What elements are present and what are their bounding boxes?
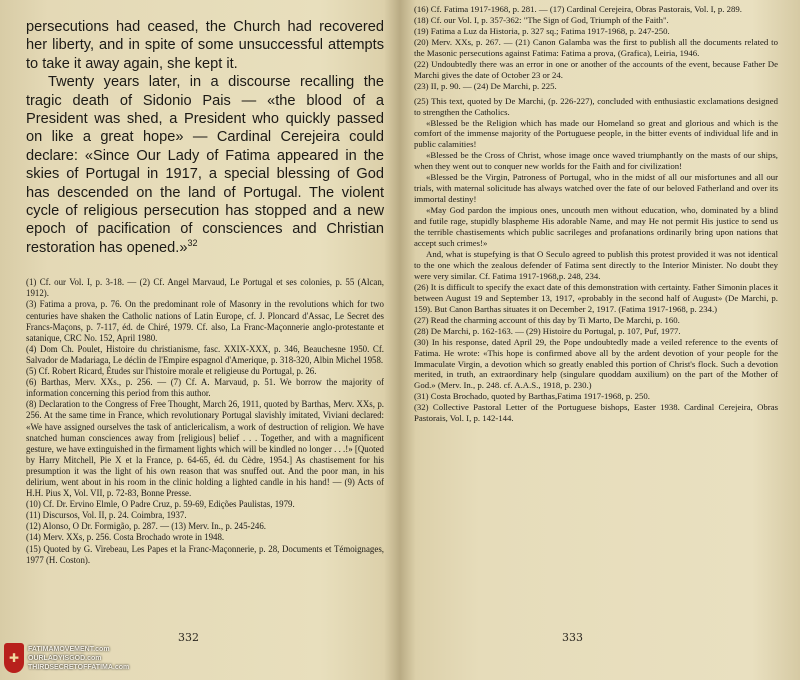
- footnote-ref: 32: [187, 238, 198, 249]
- watermark-logo: [4, 639, 144, 677]
- quoted-paragraph: «Blessed be the Virgin, Patroness of Portugal, who in the midst of all our misfortunes and all our trials, with maternal solicitude has always watched over the fate of our beloved Fatherland and over its immortal destiny!: [414, 172, 778, 205]
- footnote: (25) This text, quoted by De Marchi, (p. 226-227), concluded with enthusiastic exclamations designed to strengthen the Catholics.: [414, 95, 778, 117]
- footnote: (6) Barthas, Merv. XXs., p. 256. — (7) Cf. A. Marvaud, p. 51. We borrow the majority of information concerning this period from this author.: [26, 377, 384, 399]
- footnote: (10) Cf. Dr. Ervino Elmle, O Padre Cruz, p. 59-69, Edições Paulistas, 1979.: [26, 499, 295, 510]
- right-page: [402, 0, 800, 680]
- left-footnotes: [26, 277, 384, 565]
- crest-icon: ✚: [4, 643, 24, 673]
- body-paragraph: persecutions had ceased, the Church had recovered her liberty, and in spite of some unsuccessful attempts to take it away again, she kept it.: [26, 19, 384, 72]
- watermark-sites: [28, 645, 129, 672]
- quoted-paragraph: «Blessed be the Religion which has made our Homeland so great and glorious and which is the comfort of the immense majority of the Portuguese people, in the bitter events of individual life and in public calamities!: [414, 117, 778, 150]
- footnote: (18) Cf. our Vol. I, p. 357-362: "The Sign of God, Triumph of the Faith".: [414, 14, 669, 25]
- footnote: (23) II, p. 90. — (24) De Marchi, p. 225.: [414, 80, 557, 91]
- footnote: (30) In his response, dated April 29, the Pope undoubtedly made a veiled reference to the events of Fatima. He wrote: «This hope is confirmed above all by the ardent devotion of your people for the Immaculate Virgin, a devotion which so greatly enabled this portion of Christ's flock. Such a devotion merited, in truth, an extraordinary help (singulare quoddam auxilium) on the part of the Mother of God.» (Merv. In., p. 248. cf. A.A.S., 1918, p. 230.): [414, 336, 778, 391]
- body-paragraph: Twenty years later, in a discourse recalling the tragic death of Sidonio Pais — «the blood of a President was shed, a President who quickly passed on like a great hope» — Cardinal Cerejeira could declare: «Since Our Lady of Fatima appeared in the skies of Portugal in 1917, a special blessing of God has descended on the land of Portugal. The violent cycle of religious persecution has stopped and a new epoch of pacification of consciences and Christian restoration has opened.»$^{32}$: [26, 74, 384, 256]
- footnote: (8) Declaration to the Congress of Free Thought, March 26, 1911, quoted by Barthas, Merv. XXs, p. 256. At the same time in France, which revolutionary Portugal slavishly imitated, Viviani declared: «We have assigned ourselves the task of anticlericalism, a work of destruction of religion. We have snatched human consciences away from [religious] belief . . . Together, and with a magnificent gesture, we have extinguished in the firmament lights which will be kindled no longer . . .!» [Quoted by Harry Mitchell, Pie X et la France, p. 64-65, éd. du Cèdre, 1954.] As chastisement for his presumption it was the light of his own reason that was snuffed out. And the poor man, in his delirium, went about in his room in the clinic holding a lighted candle in his hand! — (9) Acts of H.H. Pius X, Vol. VII, p. 72-83, Bonne Presse.: [26, 399, 384, 499]
- footnote: (32) Collective Pastoral Letter of the Portuguese bishops, Easter 1938. Cardinal Cerejeira, Obras Pastorais, Vol. I, p. 142-144.: [414, 402, 778, 424]
- watermark-site: THIRDSECRETOFFATIMA.com: [28, 663, 130, 671]
- footnote: (26) It is difficult to specify the exact date of this demonstration with certainty. Father Simonin places it between August 19 and September 13, 1917, «probably in the second half of August» (De Marchi, p. 159). But Canon Barthas situates it on December 2, 1917. (Fatima 1917-1968, p. 234.): [414, 281, 778, 314]
- footnote: (22) Undoubtedly there was an error in one or another of the accounts of the event, because Father De Marchi gives the date of October 23 or 24.: [414, 58, 778, 80]
- left-body-text: [26, 18, 384, 257]
- quoted-paragraph: «Blessed be the Cross of Christ, whose image once waved triumphantly on the masts of our ships, when they went out to conquer new worlds for the Faith and for civilization!: [414, 150, 778, 172]
- quoted-paragraph: «May God pardon the impious ones, uncouth men without education, who, dominated by a blind and futile rage, stupidly blaspheme His adorable Name, and may He not permit His justice to send us the terrible chastisements which public sacrileges and profanations ordinarily bring upon nations that accept such crimes!»: [414, 205, 778, 249]
- quoted-paragraph: And, what is stupefying is that O Seculo agreed to publish this protest provided it was not identical to the one which the zealous defender of Fatima sent directly to the Interior Minister. No doubt they were very similar. Cf. Fatima 1917-1968,p. 248, 234.: [414, 248, 778, 281]
- footnote: (20) Merv. XXs, p. 267. — (21) Canon Galamba was the first to publish all the documents related to the Masonic persecutions against Fatima: Fatima a prova, (Grafica), Leiria, 1946.: [414, 36, 778, 58]
- left-page: [0, 0, 398, 680]
- footnote: (14) Merv. XXs, p. 256. Costa Brochado wrote in 1948.: [26, 532, 225, 543]
- footnote: (12) Alonso, O Dr. Formigão, p. 287. — (13) Merv. In., p. 245-246.: [26, 521, 267, 532]
- footnote: (4) Dom Ch. Poulet, Histoire du christianisme, fasc. XXIX-XXX, p. 346, Beauchesne 1950. Cf. Salvador de Madariaga, Le déclin de l'Empire espagnol d'Amerique, p. 318-320, Albin Michel 1958.: [26, 343, 384, 365]
- footnote: (11) Discursos, Vol. II, p. 24. Coimbra, 1937.: [26, 510, 187, 521]
- footnote: (15) Quoted by G. Virebeau, Les Papes et la Franc-Maçonnerie, p. 28, Documents et Témoignages, 1977 (H. Coston).: [26, 543, 384, 565]
- footnote: (28) De Marchi, p. 162-163. — (29) Histoire du Portugal, p. 107, Puf, 1977.: [414, 325, 681, 336]
- footnote: (3) Fatima a prova, p. 76. On the predominant role of Masonry in the revolutions which for two centuries have shaken the Catholic nations of Latin Europe, cf. J. Ploncard d'Assac, Le Secret des Francs-Maçons, p. 7-117, éd. de Chiré, 1979. Cf. also, La Franc-Maçonnerie anglo-protestante et satanique, CRC No. 152, April 1980.: [26, 299, 384, 343]
- footnote: (1) Cf. our Vol. I, p. 3-18. — (2) Cf. Angel Marvaud, Le Portugal et ses colonies, p. 55 (Alcan, 1912).: [26, 277, 384, 299]
- footnote: (16) Cf. Fatima 1917-1968, p. 281. — (17) Cardinal Cerejeira, Obras Pastorais, Vol. I, p. 289.: [414, 4, 742, 14]
- watermark-site: FATIMAMOVEMENT.com: [28, 645, 110, 653]
- footnote: (19) Fatima a Luz da Historia, p. 327 sq.; Fatima 1917-1968, p. 247-250.: [414, 25, 670, 36]
- footnote: (5) Cf. Robert Ricard, Études sur l'histoire morale et religieuse du Portugal, p. 26.: [26, 366, 317, 377]
- right-footnotes: [414, 4, 778, 424]
- watermark-site: OURLADYISGOD.com: [28, 654, 102, 662]
- page-number: 333: [562, 631, 583, 644]
- page-number: 332: [178, 631, 199, 644]
- footnote: (27) Read the charming account of this day by Ti Marto, De Marchi, p. 160.: [414, 314, 680, 325]
- footnote: (31) Costa Brochado, quoted by Barthas,Fatima 1917-1968, p. 250.: [414, 391, 650, 402]
